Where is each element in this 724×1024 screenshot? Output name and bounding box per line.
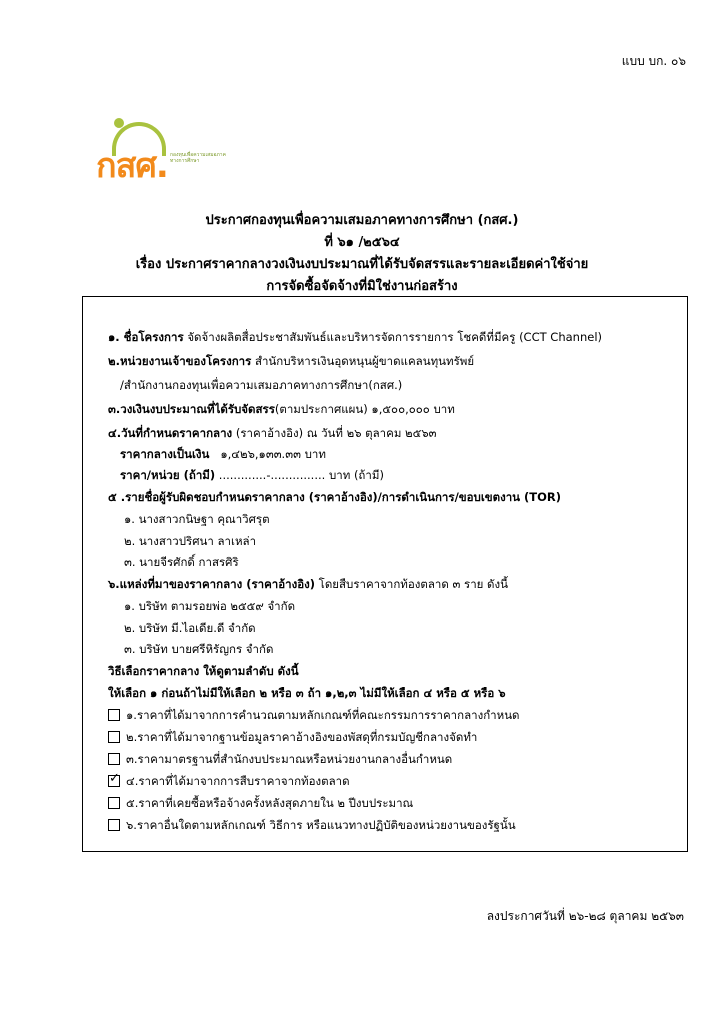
logo-dot-icon	[114, 118, 124, 128]
method-option-4-label: ๔.ราคาที่ได้มาจากการสืบราคาจากท้องตลาด	[126, 774, 350, 788]
method-option-6-label: ๖.ราคาอื่นใดตามหลักเกณฑ์ วิธีการ หรือแนวทางปฏิบัติของหน่วยงานของรัฐนั้น	[126, 818, 516, 832]
method-option-1-checkbox[interactable]	[108, 709, 120, 721]
method-option-4	[108, 773, 350, 791]
method-option-4-checkbox[interactable]	[108, 775, 120, 787]
source-value: โดยสืบราคาจากท้องตลาด ๓ ราย ดังนี้	[318, 577, 508, 591]
method-title: วิธีเลือกราคากลาง ให้ดูตามลำดับ ดังนี้	[108, 664, 299, 678]
source-company-1: ๑. บริษัท ตามรอยพ่อ ๒๕๕๙ จำกัด	[124, 599, 296, 613]
price-date-value: (ราคาอ้างอิง) ณ วันที่ ๒๖ ตุลาคม ๒๕๖๓	[235, 426, 437, 440]
form-code: แบบ บก. ๐๖	[621, 54, 686, 68]
median-price-value: ๑,๔๒๖,๑๓๓.๓๓ บาท	[220, 447, 326, 461]
unit-price-label: ราคา/หน่วย (ถ้ามี)	[120, 468, 216, 482]
method-option-6	[108, 817, 516, 835]
agency-value-2: /สำนักงานกองทุนเพื่อความเสมอภาคทางการศึกษา(กสศ.)	[120, 378, 403, 392]
source-label: ๖.แหล่งที่มาของราคากลาง (ราคาอ้างอิง)	[108, 577, 315, 591]
method-option-5	[108, 795, 413, 813]
project-name-value: จัดจ้างผลิตสื่อประชาสัมพันธ์และบริหารจัดการรายการ โชคดีที่มีครู (CCT Channel)	[187, 330, 602, 344]
method-option-3-checkbox[interactable]	[108, 753, 120, 765]
logo-subtext: กองทุนเพื่อความเสมอภาคทางการศึกษา	[170, 152, 226, 164]
price-date-label: ๔.วันที่กำหนดราคากลาง	[108, 426, 233, 440]
source-company-2: ๒. บริษัท มี.ไอเดีย.ดี จำกัด	[124, 621, 256, 635]
announcement-header	[0, 210, 724, 298]
organization-logo	[92, 122, 232, 186]
project-name-label: ๑. ชื่อโครงการ	[108, 330, 184, 344]
source-row	[108, 576, 508, 594]
budget-value: (ตามประกาศแผน) ๑,๕๐๐,๐๐๐ บาท	[274, 402, 455, 416]
source-company-3: ๓. บริษัท บายศรีหิรัญกร จำกัด	[124, 642, 274, 656]
method-option-2-checkbox[interactable]	[108, 731, 120, 743]
responsible-label: ๕ .รายชื่อผู้รับผิดชอบกำหนดราคากลาง (ราคาอ้างอิง)/การดำเนินการ/ขอบเขตงาน (TOR)	[108, 490, 562, 504]
method-option-5-label: ๕.ราคาที่เคยซื้อหรือจ้างครั้งหลังสุดภายใน ๒ ปีงบประมาณ	[126, 796, 414, 810]
method-option-2-label: ๒.ราคาที่ได้มาจากฐานข้อมูลราคาอ้างอิงของพัสดุที่กรมบัญชีกลางจัดทำ	[126, 730, 478, 744]
agency-value: สำนักบริหารเงินอุดหนุนผู้ขาดแคลนทุนทรัพย์	[254, 354, 475, 368]
header-org: ประกาศกองทุนเพื่อความเสมอภาคทางการศึกษา (กสศ.)	[205, 213, 519, 228]
method-instruction: ให้เลือก ๑ ก่อนถ้าไม่มีให้เลือก ๒ หรือ ๓ ถ้า ๑,๒,๓ ไม่มีให้เลือก ๔ หรือ ๕ หรือ ๖	[108, 686, 506, 700]
median-price-row	[120, 446, 326, 464]
budget-row	[108, 401, 455, 419]
responsible-person-3: ๓. นายจีรศักดิ์ กาสรศิริ	[124, 555, 239, 569]
agency-label: ๒.หน่วยงานเจ้าของโครงการ	[108, 354, 252, 368]
header-subject-2: การจัดซื้อจัดจ้างที่มิใช่งานก่อสร้าง	[266, 279, 458, 294]
median-price-label: ราคากลางเป็นเงิน	[120, 447, 210, 461]
unit-price-value: .............-............... บาท (ถ้ามี)	[218, 468, 384, 482]
header-number: ที่ ๖๑ /๒๕๖๔	[324, 235, 400, 250]
method-option-1	[108, 707, 520, 725]
logo-text: กสศ.	[96, 146, 168, 186]
price-date-row	[108, 425, 437, 443]
method-option-2	[108, 729, 477, 747]
project-name-row	[108, 329, 602, 347]
announcement-date: ลงประกาศวันที่ ๒๖-๒๘ ตุลาคม ๒๕๖๓	[486, 909, 684, 923]
method-option-3-label: ๓.ราคามาตรฐานที่สำนักงบประมาณหรือหน่วยงานกลางอื่นกำหนด	[126, 752, 453, 766]
agency-row	[108, 353, 474, 371]
method-option-5-checkbox[interactable]	[108, 797, 120, 809]
method-option-3	[108, 751, 452, 769]
header-subject: เรื่อง ประกาศราคากลางวงเงินงบประมาณที่ได้รับจัดสรรและรายละเอียดค่าใช้จ่าย	[135, 257, 589, 272]
responsible-person-1: ๑. นางสาวกนิษฐา คุณาวิศรุต	[124, 512, 270, 526]
method-option-1-label: ๑.ราคาที่ได้มาจากการคำนวณตามหลักเกณฑ์ที่คณะกรรมการราคากลางกำหนด	[126, 708, 520, 722]
unit-price-row	[120, 467, 384, 485]
method-option-6-checkbox[interactable]	[108, 819, 120, 831]
budget-label: ๓.วงเงินงบประมาณที่ได้รับจัดสรร	[108, 402, 275, 416]
responsible-person-2: ๒. นางสาวปริศนา ลาเหล่า	[124, 534, 257, 548]
